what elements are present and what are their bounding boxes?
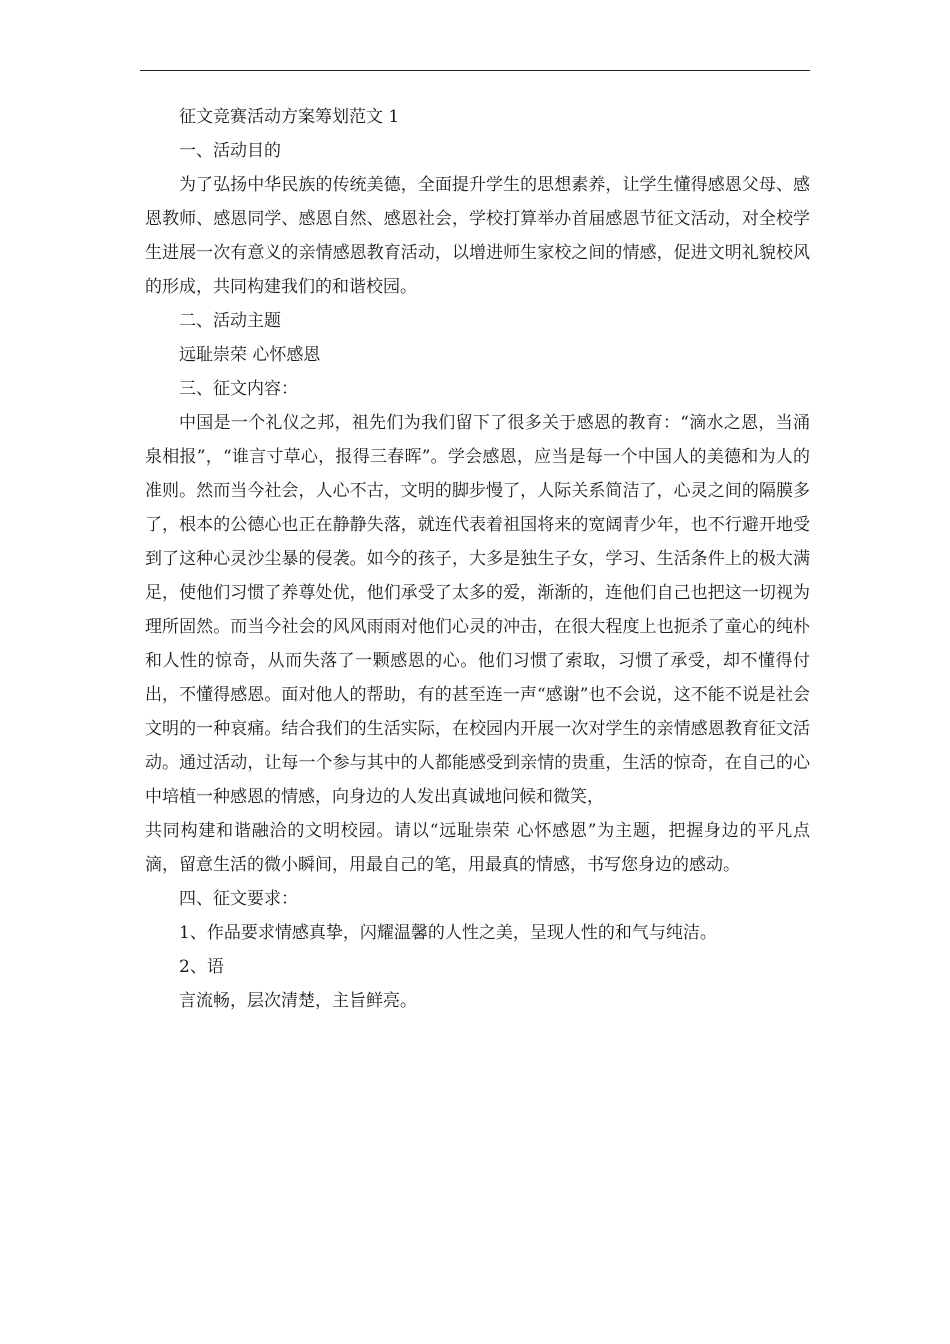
header-rule bbox=[140, 70, 810, 71]
document-body bbox=[145, 100, 810, 1018]
section-1-heading: 一、活动目的 bbox=[179, 141, 281, 161]
document-title: 征文竞赛活动方案筹划范文 1 bbox=[179, 107, 400, 127]
section-2-body: 远耻崇荣 心怀感恩 bbox=[179, 345, 321, 365]
section-4-heading: 四、征文要求： bbox=[179, 889, 298, 909]
section-3-body-continued: 共同构建和谐融洽的文明校园。请以“远耻崇荣 心怀感恩”为主题，把握身边的平凡点滴，留意生活的微小瞬间，用最自己的笔，用最真的情感，书写您身边的感动。 bbox=[145, 821, 810, 875]
section-4-item-2-continued: 言流畅，层次清楚，主旨鲜亮。 bbox=[179, 991, 417, 1011]
section-4-item-1: 1、作品要求情感真挚，闪耀温馨的人性之美，呈现人性的和气与纯洁。 bbox=[179, 923, 717, 943]
section-1-body: 为了弘扬中华民族的传统美德，全面提升学生的思想素养，让学生懂得感恩父母、感恩教师、感恩同学、感恩自然、感恩社会，学校打算举办首届感恩节征文活动，对全校学生进展一次有意义的亲情感恩教育活动，以增进师生家校之间的情感，促进文明礼貌校风的形成，共同构建我们的和谐校园。 bbox=[145, 175, 810, 297]
section-4-item-2: 2、语 bbox=[179, 957, 224, 977]
section-3-heading: 三、征文内容： bbox=[179, 379, 298, 399]
section-3-body: 中国是一个礼仪之邦，祖先们为我们留下了很多关于感恩的教育：“滴水之恩，当涌泉相报”，“谁言寸草心，报得三春晖”。学会感恩，应当是每一个中国人的美德和为人的准则。然而当今社会，人心不古，文明的脚步慢了，人际关系简洁了，心灵之间的隔膜多了，根本的公德心也正在静静失落，就连代表着祖国将来的宽阔青少年，也不行避开地受到了这种心灵沙尘暴的侵袭。如今的孩子，大多是独生子女，学习、生活条件上的极大满足，使他们习惯了养尊处优，他们承受了太多的爱，渐渐的，连他们自己也把这一切视为理所固然。而当今社会的风风雨雨对他们心灵的冲击，在很大程度上也扼杀了童心的纯朴和人性的惊奇，从而失落了一颗感恩的心。他们习惯了索取，习惯了承受，却不懂得付出，不懂得感恩。面对他人的帮助，有的甚至连一声“感谢”也不会说，这不能不说是社会文明的一种哀痛。结合我们的生活实际，在校园内开展一次对学生的亲情感恩教育征文活动。通过活动，让每一个参与其中的人都能感受到亲情的贵重，生活的惊奇，在自己的心中培植一种感恩的情感，向身边的人发出真诚地问候和微笑， bbox=[145, 413, 810, 807]
section-2-heading: 二、活动主题 bbox=[179, 311, 281, 331]
